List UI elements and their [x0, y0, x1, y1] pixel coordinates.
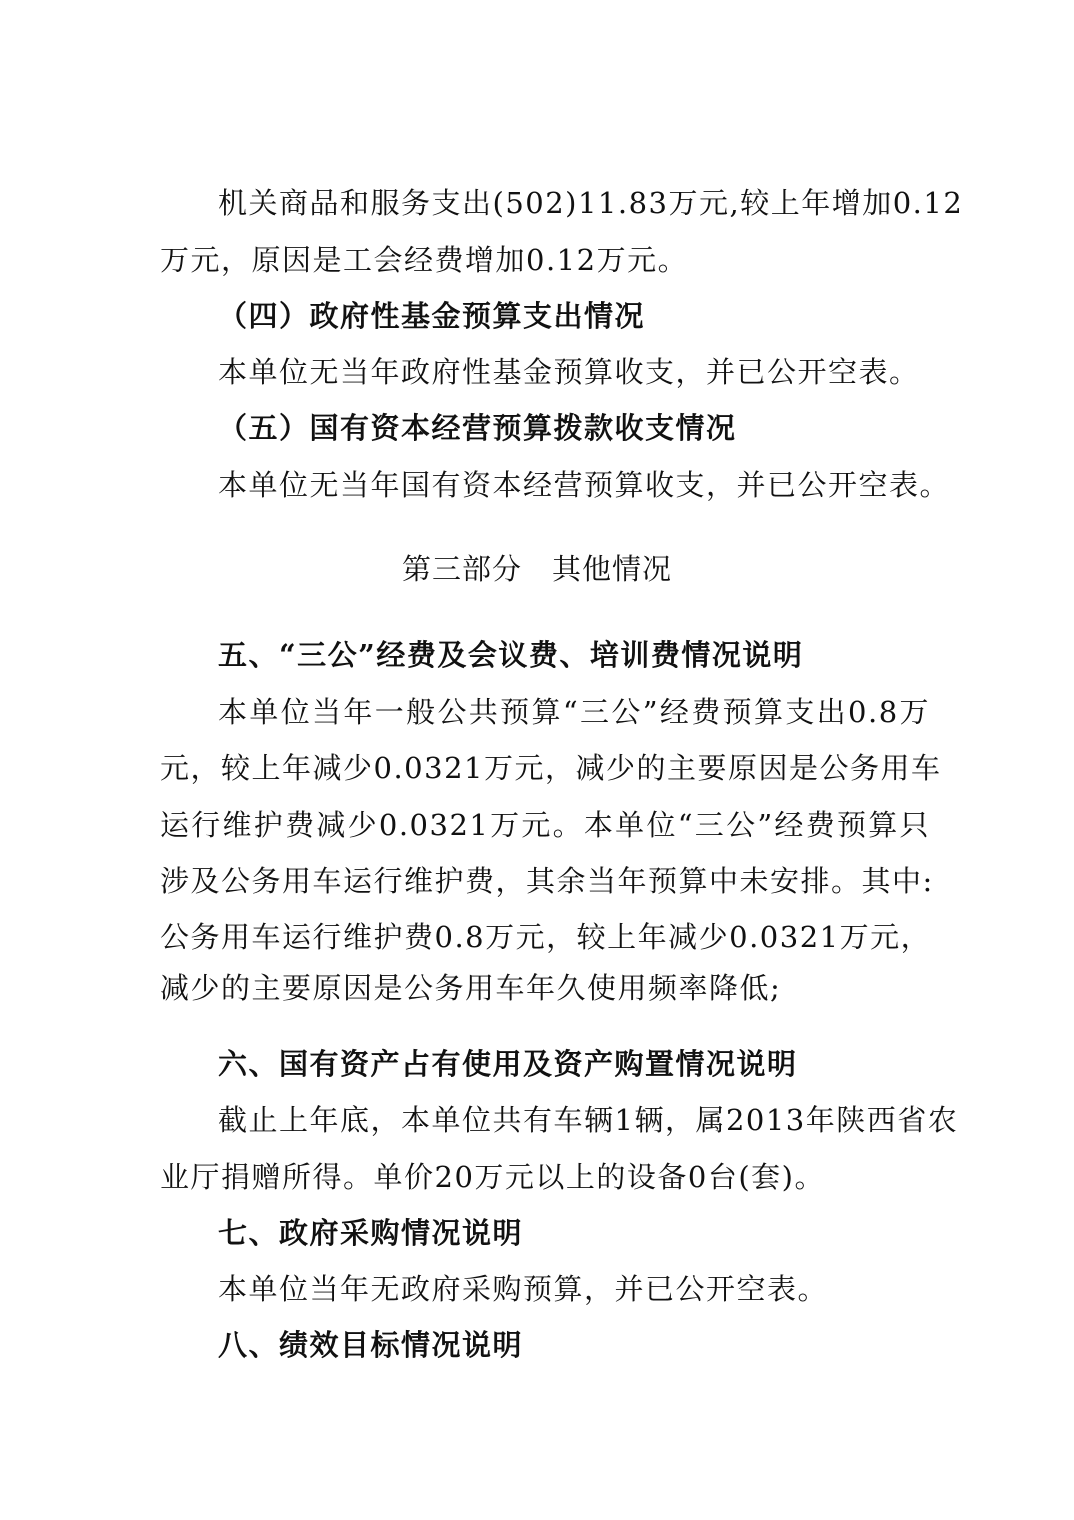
paragraph-line: 运行维护费减少0.0321万元。本单位“三公”经费预算只 — [160, 808, 930, 842]
section-heading-four: （四）政府性基金预算支出情况 — [218, 299, 646, 333]
paragraph-line: 元，较上年减少0.0321万元，减少的主要原因是公务用车 — [160, 751, 942, 785]
section-heading-sec5: 五、“三公”经费及会议费、培训费情况说明 — [218, 638, 804, 672]
part-three-title: 第三部分 其他情况 — [401, 552, 672, 586]
section-heading-sec6: 六、国有资产占有使用及资产购置情况说明 — [218, 1047, 798, 1081]
paragraph-line: 本单位无当年国有资本经营预算收支，并已公开空表。 — [218, 468, 951, 502]
section-heading-sec7: 七、政府采购情况说明 — [218, 1216, 524, 1250]
paragraph-line: 公务用车运行维护费0.8万元，较上年减少0.0321万元， — [160, 920, 932, 954]
paragraph-line: 涉及公务用车运行维护费，其余当年预算中未安排。其中: — [160, 864, 934, 898]
section-heading-five: （五）国有资本经营预算拨款收支情况 — [218, 411, 737, 445]
paragraph-line: 本单位当年一般公共预算“三公”经费预算支出0.8万 — [218, 695, 930, 729]
paragraph-line: 本单位当年无政府采购预算，并已公开空表。 — [218, 1272, 829, 1306]
paragraph-line: 业厅捐赠所得。单价20万元以上的设备0台(套)。 — [160, 1160, 825, 1194]
paragraph-line: 截止上年底，本单位共有车辆1辆，属2013年陕西省农 — [218, 1103, 959, 1137]
paragraph-line: 本单位无当年政府性基金预算收支，并已公开空表。 — [218, 355, 920, 389]
section-heading-sec8: 八、绩效目标情况说明 — [218, 1328, 524, 1362]
paragraph-line: 万元，原因是工会经费增加0.12万元。 — [160, 243, 689, 277]
paragraph-line: 机关商品和服务支出(502)11.83万元,较上年增加0.12 — [218, 186, 964, 220]
paragraph-line: 减少的主要原因是公务用车年久使用频率降低; — [160, 971, 782, 1005]
